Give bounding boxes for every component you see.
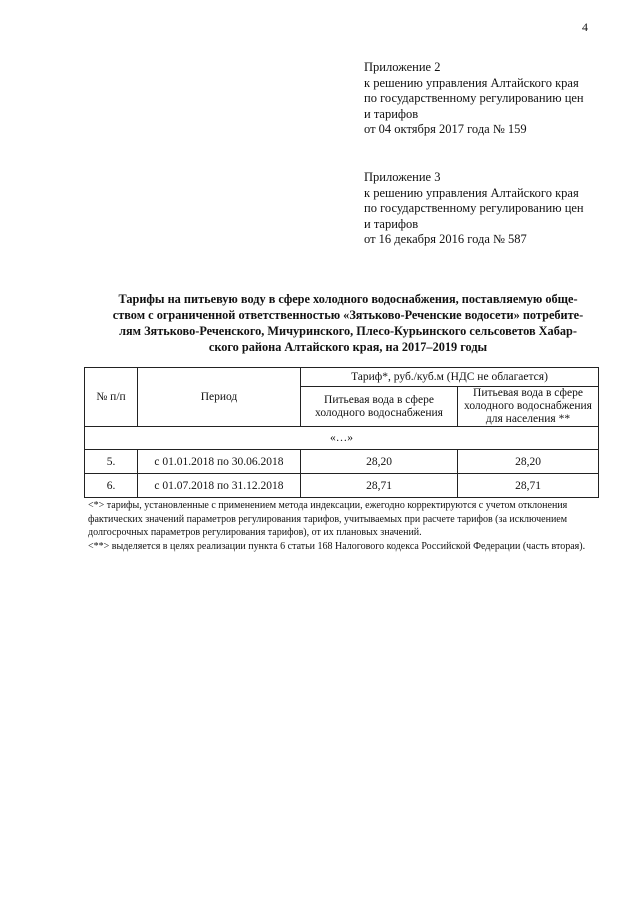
header-drinking-water-line: Питьевая вода в сфере: [324, 393, 434, 406]
title-line: лям Зятьково-Реченского, Мичуринского, Плесо-Курьинского сельсоветов Хабар-: [119, 324, 577, 338]
appendix-3-line: и тарифов: [364, 216, 419, 231]
appendix-2-line: Приложение 2: [364, 60, 441, 74]
footnotes: [88, 499, 603, 553]
ellipsis-cell: «…»: [85, 427, 599, 450]
appendix-3-line: к решению управления Алтайского края: [364, 185, 579, 200]
appendix-2-line: от 04 октября 2017 года № 159: [364, 122, 527, 136]
appendix-3-line: по государственному регулированию цен: [364, 201, 584, 215]
appendix-2-block: [364, 60, 624, 138]
header-population-line: холодного водоснабжения: [464, 400, 592, 412]
appendix-3-line: Приложение 3: [364, 170, 441, 184]
page-number: 4: [582, 20, 588, 34]
document-title: [88, 291, 608, 355]
footnote-1: <*> тарифы, установленные с применением метода индексации, ежегодно корректируются с учетом отклонения фактических значений параметров регулирования тарифов, учитываемых при расчете тарифов (за исключением долгосрочных параметров регулирования тарифов), от их плановых значений.: [88, 500, 568, 538]
header-period: Период: [138, 368, 301, 427]
row-value-a: 28,71: [301, 474, 458, 498]
row-value-b: 28,71: [458, 474, 599, 498]
table-row: [85, 450, 599, 474]
table-row-ellipsis: [85, 427, 599, 450]
row-value-b: 28,20: [458, 450, 599, 474]
appendix-3-line: от 16 декабря 2016 года № 587: [364, 232, 527, 246]
table-header-row: [85, 368, 599, 387]
header-population-line: для населения **: [485, 413, 571, 425]
row-value-a: 28,20: [301, 450, 458, 474]
header-num: № п/п: [85, 368, 138, 427]
appendix-2-line: к решению управления Алтайского края: [364, 75, 579, 90]
header-population-line: Питьевая вода в сфере: [473, 387, 583, 399]
footnote-2: <**> выделяется в целях реализации пункта 6 статьи 168 Налогового кодекса Российской Федерации (часть вторая).: [88, 540, 586, 552]
row-period: с 01.01.2018 по 30.06.2018: [138, 450, 301, 474]
header-drinking-water: [301, 387, 458, 427]
row-num: 6.: [85, 474, 138, 498]
title-line: ством с ограниченной ответственностью «Зятьково-Реченские водосети» потребите-: [112, 308, 584, 322]
appendix-2-line: по государственному регулированию цен: [364, 91, 584, 105]
row-period: с 01.07.2018 по 31.12.2018: [138, 474, 301, 498]
appendix-2-line: и тарифов: [364, 106, 419, 121]
table-row: [85, 474, 599, 498]
title-line: ского района Алтайского края, на 2017–2019 годы: [208, 340, 488, 354]
header-tariff-group: Тариф*, руб./куб.м (НДС не облагается): [301, 368, 599, 387]
header-drinking-water-line: холодного водоснабжения: [315, 406, 443, 419]
appendix-3-block: [364, 170, 624, 248]
tariff-table: [84, 367, 599, 498]
row-num: 5.: [85, 450, 138, 474]
title-line: Тарифы на питьевую воду в сфере холодного водоснабжения, поставляемую обще-: [118, 292, 578, 306]
header-drinking-water-population: [458, 387, 599, 427]
